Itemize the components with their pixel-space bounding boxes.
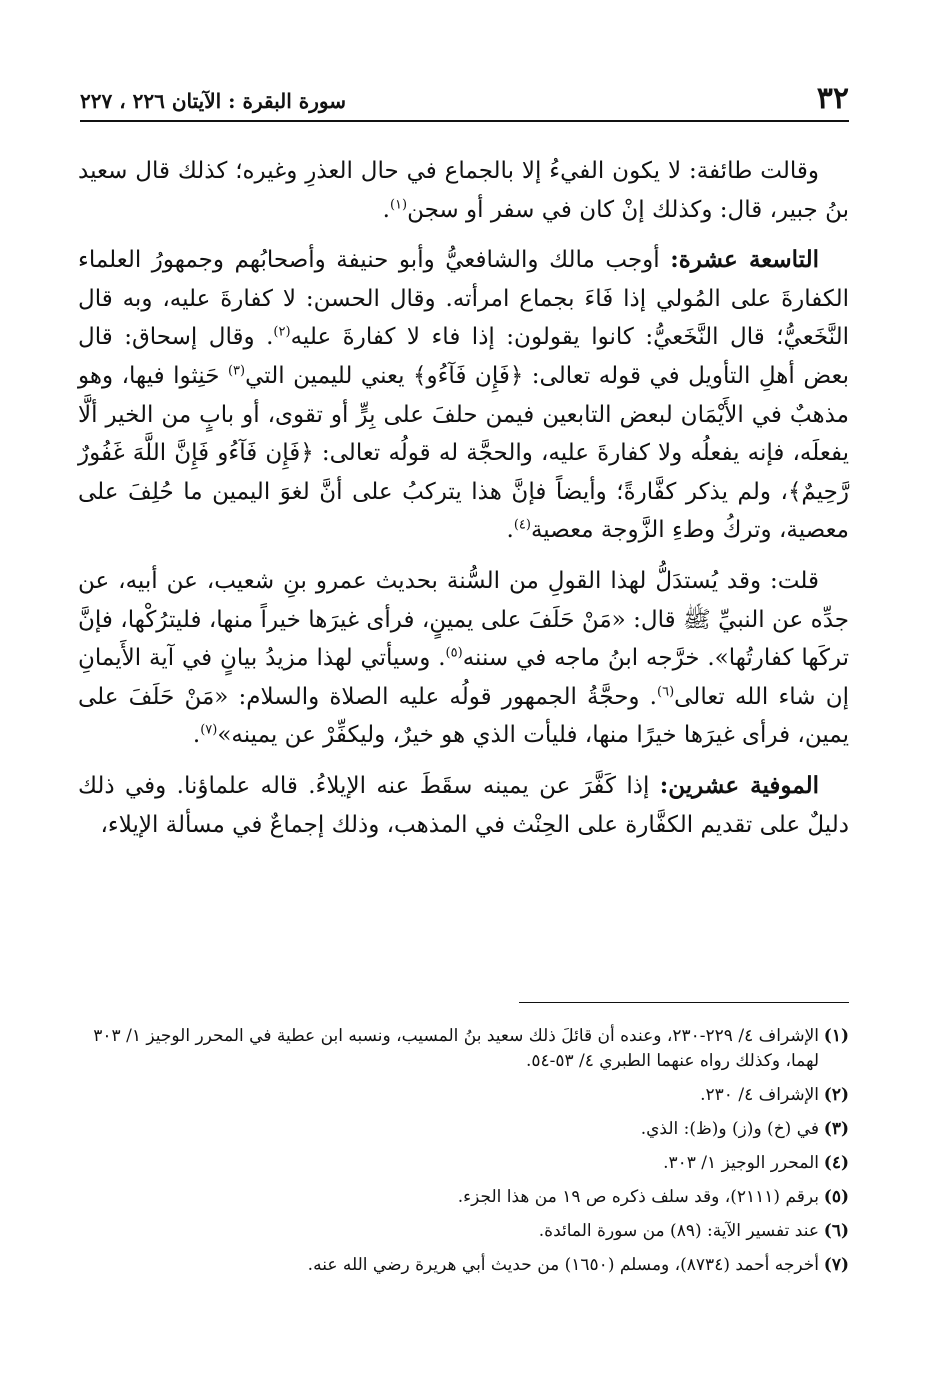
paragraph-1-text: وقالت طائفة: لا يكون الفيءُ إلا بالجماع في حال العذرِ وغيره؛ كذلك قال سعيد بنُ جبير، قال: وكذلك إنْ كان في سفر أو سجن — [78, 158, 849, 223]
footnote-text: الإشراف ٤/ ٢٢٩-٢٣٠، وعنده أن قائلَ ذلك سعيد بنُ المسيب، ونسبه ابن عطية في المحرر الوجيز ١/ ٣٠٣ لهما، وكذلك رواه عنهما الطبري ٤/ ٥٣-٥٤. — [93, 1026, 819, 1071]
paragraph-2 — [78, 241, 849, 550]
footnote-item — [78, 1219, 849, 1244]
paragraph-2-end: . — [506, 517, 514, 544]
paragraph-3-text-a: قلت: وقد يُستدَلُّ لهذا القولِ من السُّنة بحديث عمرو بنِ شعيب، عن أبيه، عن جدِّه عن النبيِّ ﷺ قال: «مَنْ حَلَفَ على يمينٍ، فرأى غيرَها خيراً منها، فليترُكْها، فإنَّ تركَها كفارتُها». خرَّجه ابنُ ماجه في سننه — [78, 567, 849, 672]
footnote-ref-1[interactable]: (١) — [389, 196, 408, 212]
footnote-text: برقم (٢١١١)، وقد سلف ذكره ص ١٩ من هذا الجزء. — [457, 1187, 819, 1207]
main-text — [78, 152, 849, 856]
paragraph-3-text-b: . وسيأتي لهذا مزيدُ بيانٍ في آية الأَيمانِ إن شاء الله تعالى — [78, 645, 849, 710]
footnote-item — [78, 1024, 849, 1074]
page-number: ٣٢ — [816, 81, 849, 116]
footnote-text: أخرجه أحمد (٨٧٣٤)، ومسلم (١٦٥٠) من حديث أبي هريرة رضي الله عنه. — [307, 1255, 819, 1275]
footnote-text: عند تفسير الآية: (٨٩) من سورة المائدة. — [538, 1221, 819, 1241]
footnote-ref-7[interactable]: (٧) — [200, 722, 218, 738]
footnote-item — [78, 1185, 849, 1210]
paragraph-3-text-c: . وحجَّةُ الجمهور قولُه عليه الصلاة والسلام: «مَنْ حَلَفَ على يمين، فرأى غيرَها خيرًا منها، فليأت الذي هو خيرٌ، وليكفِّرْ عن يمينه» — [78, 683, 849, 749]
footnote-number: (١) — [823, 1026, 849, 1046]
running-title: سورة البقرة : الآيتان ٢٢٦ ، ٢٢٧ — [80, 89, 346, 113]
paragraph-3 — [78, 562, 849, 755]
footnote-number: (٥) — [823, 1187, 849, 1207]
footnote-number: (٣) — [823, 1119, 849, 1139]
footnote-text: الإشراف ٤/ ٢٣٠. — [700, 1085, 819, 1105]
footnote-ref-2[interactable]: (٢) — [273, 324, 291, 340]
paragraph-2-text-b: . وقال إسحاق: قال بعض أهلِ التأويل في قوله تعالى: ﴿فَإِن فَآءُو﴾ يعني لليمين التي — [78, 324, 849, 389]
footnote-text: في (خ) و(ز) و(ظ): الذي. — [640, 1119, 819, 1139]
footnote-divider — [519, 1002, 849, 1003]
paragraph-2-text-c: حَنِثوا فيها، وهو مذهبٌ في الأَيْمَان لبعض التابعين فيمن حلفَ على بِرٍّ أو تقوى، أو بابٍ من الخير ألَّا يفعلَه، فإنه يفعلُه ولا كفارةَ عليه، والحجَّة له قولُه تعالى: ﴿فَإِن فَآءُو فَإِنَّ اللَّهَ غَفُورٌ رَّحِيمٌ﴾، ولم يذكر كفَّارةً؛ وأيضاً فإنَّ هذا يتركبُ على أنَّ لغوَ اليمين ما حُلِفَ على معصية، وتركُ وطءِ الزَّوجة معصية — [78, 362, 849, 544]
footnote-number: (٢) — [823, 1085, 849, 1105]
footnote-item — [78, 1083, 849, 1108]
footnote-text: المحرر الوجيز ١/ ٣٠٣. — [663, 1153, 819, 1173]
page-header — [80, 76, 849, 122]
footnote-number: (٦) — [823, 1221, 849, 1241]
footnote-item — [78, 1253, 849, 1278]
footnotes — [78, 1024, 849, 1287]
section-heading-nineteenth: التاسعة عشرة: — [670, 246, 819, 274]
paragraph-4-text: إذا كَفَّرَ عن يمينه سقَطَ عنه الإيلاءُ. قاله علماؤنا. وفي ذلك دليلٌ على تقديم الكفَّارة على الحِنْث في المذهب، وذلك إجماعٌ في مسألة الإيلاء، — [78, 772, 849, 838]
paragraph-2-text-a: أوجب مالك والشافعيُّ وأبو حنيفة وأصحابُهم وجمهورُ العلماء الكفارةَ على المُولي إذا فَاءَ بجماع امرأته. وقال الحسن: لا كفارةَ عليه، وبه قال النَّخَعيُّ؛ قال النَّخَعيُّ: كانوا يقولون: إذا فاء لا كفارةَ عليه — [78, 247, 850, 351]
footnote-item — [78, 1117, 849, 1142]
footnote-ref-6[interactable]: (٦) — [657, 684, 675, 700]
paragraph-3-end: . — [192, 722, 201, 749]
paragraph-1 — [78, 152, 849, 229]
footnote-ref-4[interactable]: (٤) — [513, 517, 531, 533]
footnote-ref-5[interactable]: (٥) — [445, 645, 463, 661]
section-heading-twentieth: الموفية عشرين: — [659, 771, 819, 799]
footnote-ref-3[interactable]: (٣) — [227, 363, 246, 379]
paragraph-4 — [78, 767, 849, 844]
footnote-item — [78, 1151, 849, 1176]
footnote-number: (٤) — [823, 1153, 849, 1173]
paragraph-1-end: . — [382, 196, 390, 223]
footnote-number: (٧) — [823, 1255, 849, 1275]
